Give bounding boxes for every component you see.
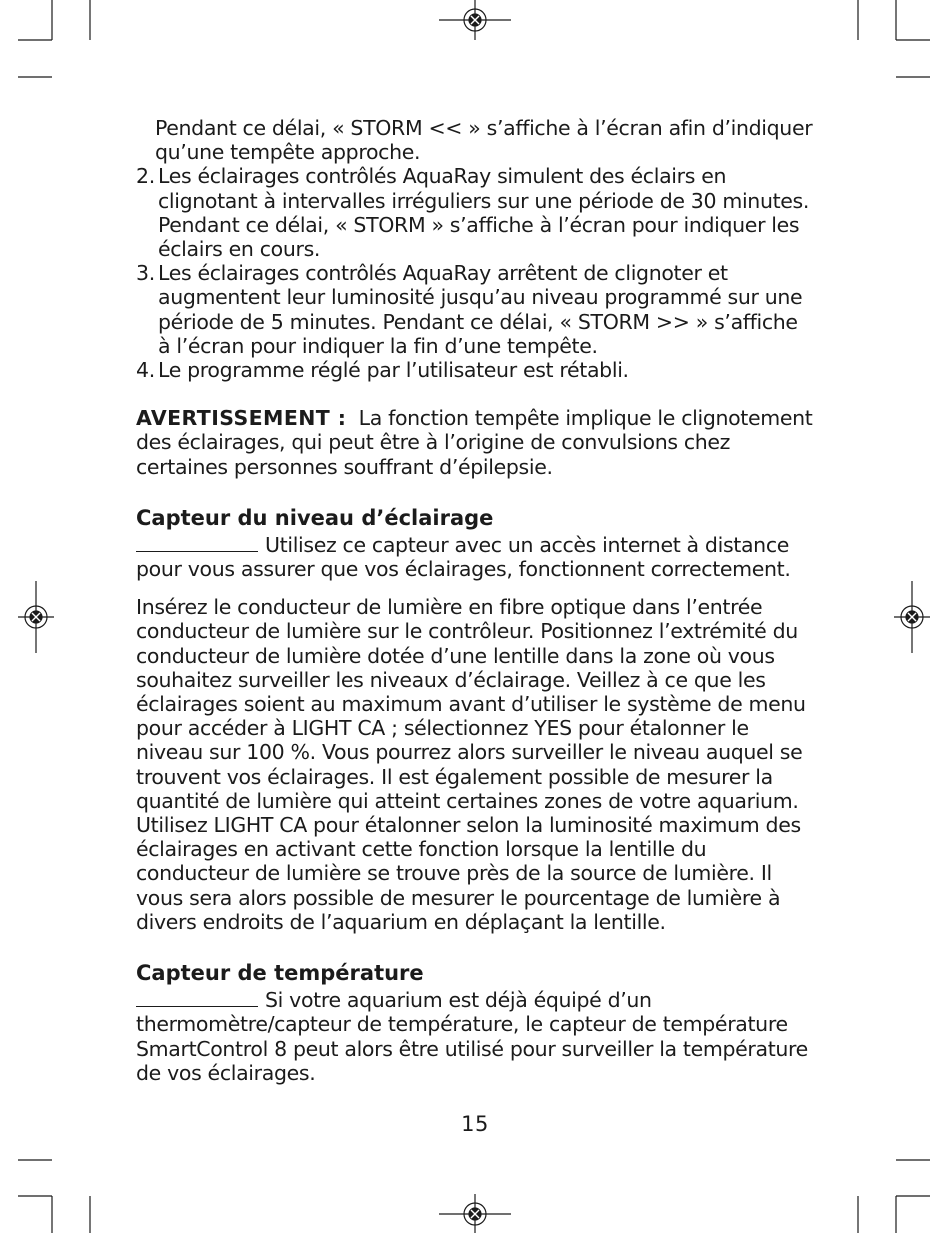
blank-line: [136, 533, 258, 552]
light-sensor-heading: Capteur du niveau d’éclairage: [136, 505, 494, 530]
registration-mark-bottom: [439, 1194, 511, 1233]
step-text: Les éclairages contrôlés AquaRay arrêtent de clignoter et augmentent leur luminosité jusqu’au niveau programmé sur une période de 5 minutes. Pendant ce délai, « STORM >> » s’affiche à l’écran pour indiquer la fin d’une tempête.: [158, 261, 803, 358]
warning-text: La fonction tempête implique le clignotement des éclairages, qui peut être à l’origine de convulsions chez certaines personnes souffrant d’épilepsie.: [136, 406, 813, 479]
step-text: Le programme réglé par l’utilisateur est rétabli.: [158, 358, 629, 383]
warning-label: AVERTISSEMENT :: [136, 406, 347, 431]
step-number: 3.: [136, 261, 155, 286]
light-sensor-intro-text: Utilisez ce capteur avec un accès internet à distance pour vous assurer que vos éclairages, fonctionnent correctement.: [136, 532, 791, 582]
page-number: 15: [461, 1112, 489, 1136]
temperature-sensor-intro-text: Si votre aquarium est déjà équipé d’un thermomètre/capteur de température, le capteur de température SmartControl 8 peut alors être utilisé pour surveiller la température de vos éclairages.: [136, 988, 808, 1085]
crop-mark-bottom-right: [858, 1160, 930, 1233]
registration-mark-left: [18, 581, 54, 653]
crop-mark-top-left: [18, 0, 90, 77]
list-item: [136, 164, 816, 261]
list-item: [136, 358, 816, 382]
warning-paragraph: [136, 406, 816, 479]
temperature-sensor-intro: [136, 988, 816, 1085]
step-number: 2.: [136, 164, 155, 189]
blank-line: [136, 988, 258, 1007]
page-content: [136, 116, 816, 1085]
crop-mark-top-right: [858, 0, 930, 77]
step-number: 4.: [136, 358, 155, 383]
temperature-sensor-heading: Capteur de température: [136, 961, 424, 986]
storm-intro-paragraph: Pendant ce délai, « STORM << » s’affiche à l’écran afin d’indiquer qu’une tempête approche.: [155, 116, 813, 165]
registration-mark-right: [894, 581, 930, 653]
light-sensor-intro: [136, 533, 816, 581]
crop-mark-bottom-left: [18, 1160, 90, 1233]
registration-mark-top: [439, 0, 511, 40]
storm-steps-list: [136, 164, 816, 382]
list-item: [136, 261, 816, 358]
light-sensor-body: Insérez le conducteur de lumière en fibre optique dans l’entrée conducteur de lumière sur le contrôleur. Positionnez l’extrémité du conducteur de lumière dotée d’une lentille dans la zone où vous souhaitez surveiller les niveaux d’éclairage. Veillez à ce que les éclairages soient au maximum avant d’utiliser le système de menu pour accéder à LIGHT CA ; sélectionnez YES pour étalonner le niveau sur 100 %. Vous pourrez alors surveiller le niveau auquel se trouvent vos éclairages. Il est également possible de mesurer la quantité de lumière qui atteint certaines zones de votre aquarium. Utilisez LIGHT CA pour étalonner selon la luminosité maximum des éclairages en activant cette fonction lorsque la lentille du conducteur de lumière se trouve près de la source de lumière. Il vous sera alors possible de mesurer le pourcentage de lumière à divers endroits de l’aquarium en déplaçant la lentille.: [136, 595, 806, 934]
step-text: Les éclairages contrôlés AquaRay simulent des éclairs en clignotant à intervalles irréguliers sur une période de 30 minutes. Pendant ce délai, « STORM » s’affiche à l’écran pour indiquer les éclairs en cours.: [158, 164, 810, 262]
